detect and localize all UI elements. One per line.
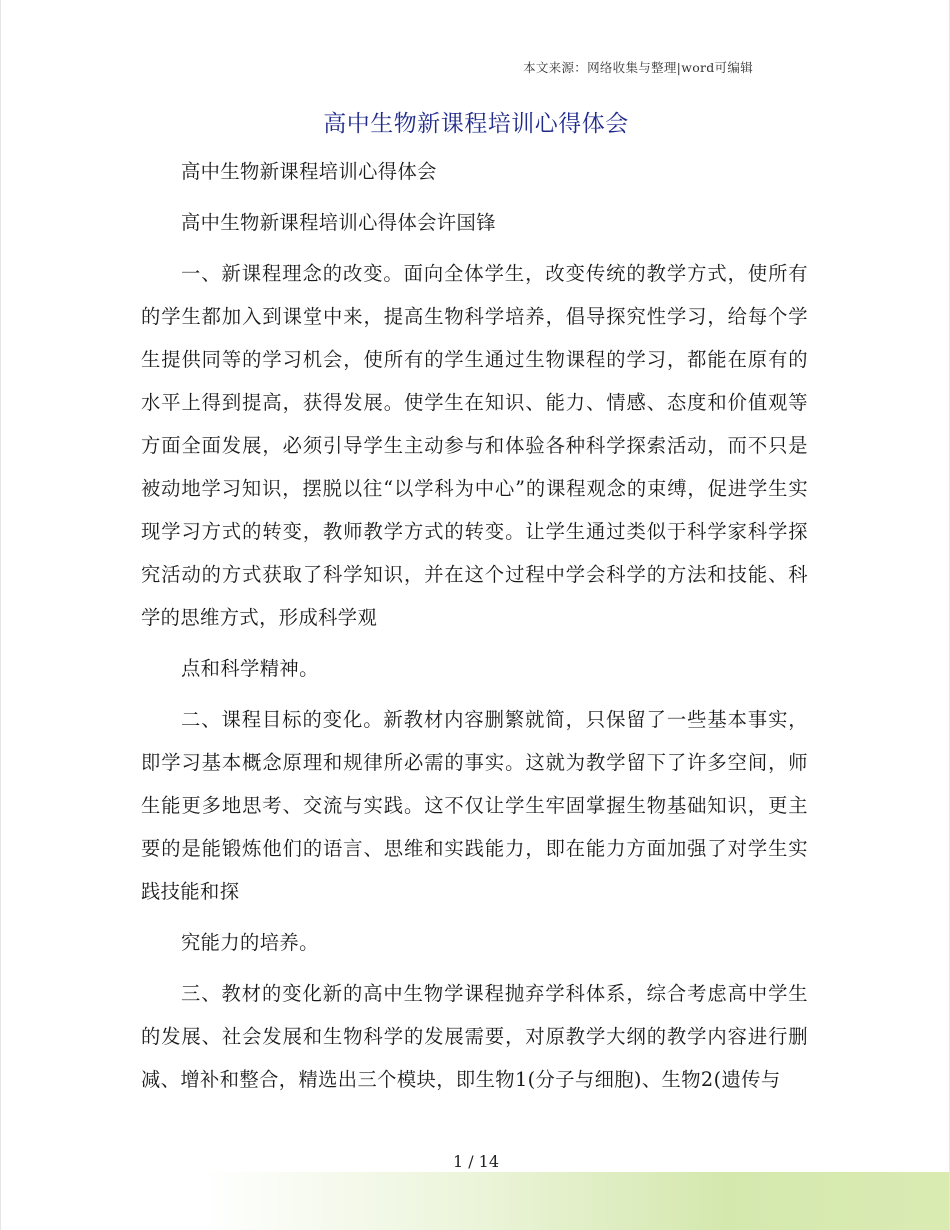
paragraph-section-3: 三、教材的变化新的高中生物学课程抛弃学科体系，综合考虑高中学生的发展、社会发展和生物科学的发展需要，对原教学大纲的教学内容进行删减、增补和整合，精选出三个模块，即生物1(分子与细胞)、生物2(遗传与 <box>141 982 808 1091</box>
paragraph-subtitle: 高中生物新课程培训心得体会 <box>181 160 437 183</box>
paragraph-section-2: 二、课程目标的变化。新教材内容删繁就简，只保留了一些基本事实，即学习基本概念原理和规律所必需的事实。这就为教学留下了许多空间，师生能更多地思考、交流与实践。这不仅让学生牢固掌握生物基础知识，更主要的是能锻炼他们的语言、思维和实践能力，即在能力方面加强了对学生实践技能和探 <box>141 708 808 903</box>
document-title: 高中生物新课程培训心得体会 <box>323 111 629 137</box>
source-note: 本文来源：网络收集与整理|word可编辑 <box>523 60 753 75</box>
paragraph-section-2-continued: 究能力的培养。 <box>181 931 319 954</box>
paragraph-section-1: 一、新课程理念的改变。面向全体学生，改变传统的教学方式，使所有的学生都加入到课堂中来，提高生物科学培养，倡导探究性学习，给每个学生提供同等的学习机会，使所有的学生通过生物课程的学习，都能在原有的水平上得到提高，获得发展。使学生在知识、能力、情感、态度和价值观等方面全面发展，必须引导学生主动参与和体验各种科学探索活动，而不只是被动地学习知识，摆脱以往“以学科为中心”的课程观念的束缚，促进学生实现学习方式的转变，教师教学方式的转变。让学生通过类似于科学家科学探究活动的方式获取了科学知识，并在这个过程中学会科学的方法和技能、科学的思维方式，形成科学观 <box>141 262 808 629</box>
paragraph-section-1-continued: 点和科学精神。 <box>181 657 319 680</box>
page-number: 1 / 14 <box>452 1152 500 1171</box>
footer-decoration <box>201 1172 949 1230</box>
document-body <box>141 150 808 1101</box>
paragraph-author-line: 高中生物新课程培训心得体会许国锋 <box>181 211 496 234</box>
